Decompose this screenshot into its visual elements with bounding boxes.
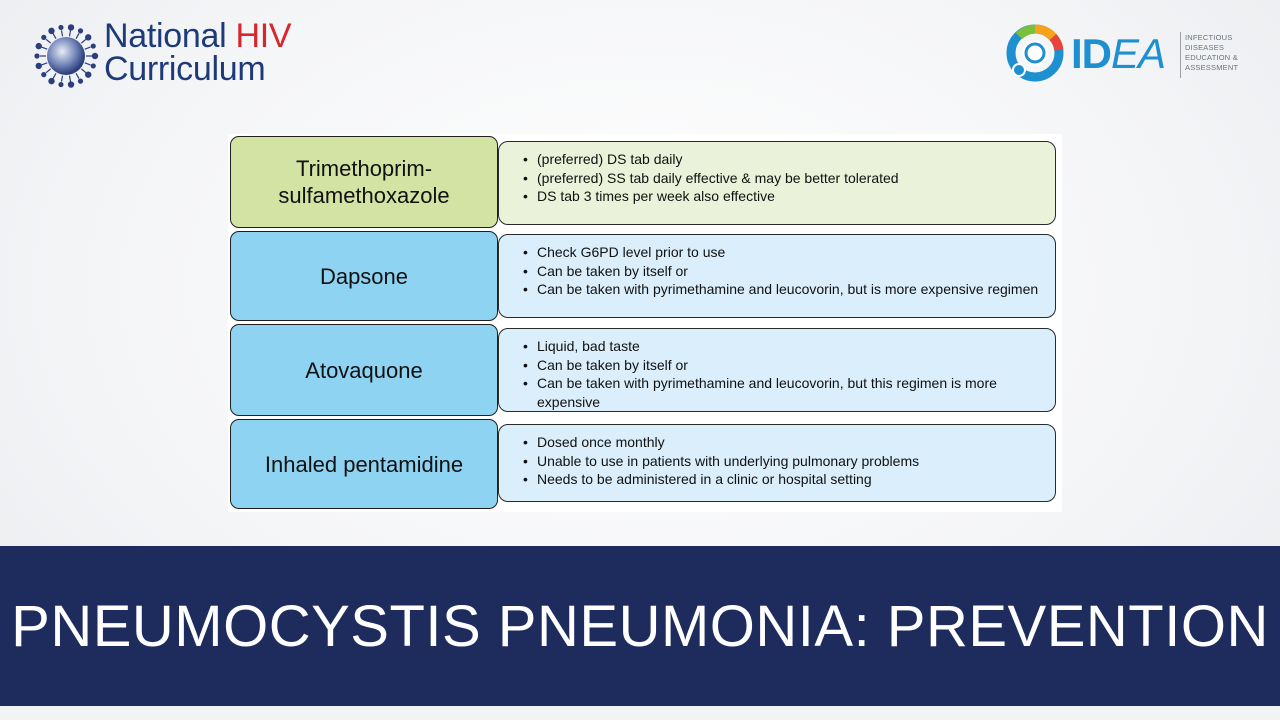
- note-item: • Unable to use in patients with underlying pulmonary problems: [523, 452, 920, 469]
- note-item: • (preferred) SS tab daily effective & may be better tolerated: [523, 169, 899, 186]
- note-text: Dosed once monthly: [537, 434, 665, 450]
- nhc-word-national: National: [104, 17, 236, 55]
- nhc-dot: [58, 25, 63, 30]
- regimen-row: [228, 231, 1062, 321]
- nhc-word-hiv: HIV: [235, 17, 292, 55]
- note-text: Can be taken by itself or: [537, 262, 688, 279]
- note-item: • Can be taken by itself or: [523, 356, 688, 373]
- note-text: Unable to use in patients with underlying pulmonary problems: [537, 452, 920, 469]
- nhc-dot: [68, 81, 74, 87]
- regimen-notes: [498, 234, 1056, 318]
- nhc-spoke: [46, 39, 51, 43]
- nhc-dot: [36, 63, 42, 69]
- regimen-name: Inhaled pentamidine: [230, 419, 498, 509]
- note-text: (preferred) SS tab daily effective & may be better tolerated: [537, 169, 899, 186]
- idea-subtitle-line: ASSESSMENT: [1185, 63, 1239, 72]
- note-text: Liquid, bad taste: [537, 338, 640, 354]
- footer-strip: [0, 706, 1280, 720]
- note-item: • Can be taken with pyrimethamine and leucovorin, but is more expensive regimen: [523, 281, 1039, 297]
- note-item: • Can be taken with pyrimethamine and leucovorin, but this regimen is more expensive: [523, 375, 997, 410]
- nhc-spoke: [76, 33, 79, 38]
- note-item: • Liquid, bad taste: [523, 338, 640, 354]
- note-text: Can be taken by itself or: [537, 356, 688, 373]
- nhc-spoke: [61, 76, 62, 82]
- note-text: (preferred) DS tab daily: [537, 151, 683, 167]
- nhc-spoke: [53, 73, 56, 78]
- nhc-dot: [92, 53, 98, 59]
- nhc-spoke: [69, 30, 70, 36]
- nhc-spoke: [69, 76, 70, 82]
- idea-subtitle-line: INFECTIOUS: [1185, 33, 1233, 42]
- nhc-dot: [41, 72, 46, 77]
- regimen-row: [228, 136, 1062, 228]
- idea-ring-icon: [1005, 20, 1071, 86]
- note-item: • Check G6PD level prior to use: [523, 244, 726, 260]
- nhc-spoke: [46, 69, 51, 73]
- nhc-dot: [91, 43, 96, 48]
- note-item: • Can be taken by itself or: [523, 262, 688, 279]
- regimen-name: Dapsone: [230, 231, 498, 321]
- idea-subtitle-line: DISEASES: [1185, 43, 1225, 52]
- nhc-spoke: [81, 69, 86, 73]
- nhc-wordmark: [104, 17, 292, 88]
- slide-title: PNEUMOCYSTIS PNEUMONIA: PREVENTION: [11, 593, 1269, 659]
- idea-subtitle-line: EDUCATION &: [1185, 53, 1238, 62]
- title-banner: [0, 546, 1280, 706]
- note-item: • Dosed once monthly: [523, 434, 665, 450]
- regimen-name: Atovaquone: [230, 324, 498, 416]
- national-hiv-curriculum-logo: [30, 18, 330, 88]
- nhc-dot: [48, 78, 54, 84]
- note-item: • Needs to be administered in a clinic or hospital setting: [523, 471, 872, 487]
- note-text: Can be taken with pyrimethamine and leucovorin, but this regimen is more expensive: [537, 375, 997, 410]
- note-item: • (preferred) DS tab daily: [523, 151, 683, 167]
- note-text: Can be taken with pyrimethamine and leucovorin, but is more expensive regimen: [537, 281, 1039, 297]
- nhc-spoke: [85, 63, 91, 65]
- note-text: Check G6PD level prior to use: [537, 244, 726, 260]
- nhc-dot: [34, 53, 39, 58]
- idea-subtitle: [1185, 33, 1238, 73]
- nhc-spoke: [53, 33, 56, 38]
- nhc-dot: [41, 35, 46, 40]
- note-item: • DS tab 3 times per week also effective: [523, 188, 775, 204]
- nhc-spoke: [81, 39, 86, 43]
- idea-wordmark: [1071, 32, 1165, 76]
- nhc-dot: [58, 82, 63, 87]
- nhc-globe-icon: [30, 20, 102, 92]
- nhc-spoke: [42, 63, 48, 65]
- regimen-row: [228, 324, 1062, 416]
- note-text: Needs to be administered in a clinic or hospital setting: [537, 471, 872, 487]
- regimen-row: [228, 419, 1062, 509]
- nhc-spoke: [76, 73, 79, 78]
- idea-logo: [1005, 20, 1255, 86]
- regimen-notes: [498, 328, 1056, 412]
- nhc-dot: [48, 28, 54, 34]
- nhc-dot: [36, 43, 42, 49]
- nhc-dot: [78, 79, 83, 84]
- nhc-spoke: [42, 47, 48, 49]
- regimen-name: Trimethoprim- sulfamethoxazole: [230, 136, 498, 228]
- idea-word-id: ID: [1071, 30, 1111, 77]
- nhc-dot: [91, 63, 96, 68]
- nhc-spoke: [61, 30, 62, 36]
- nhc-dot: [78, 28, 83, 33]
- note-text: DS tab 3 times per week also effective: [537, 188, 775, 204]
- regimen-notes: [498, 424, 1056, 502]
- nhc-dot: [68, 24, 74, 30]
- regimen-table: [228, 134, 1062, 512]
- idea-word-ea: EA: [1111, 30, 1166, 77]
- nhc-spoke: [85, 47, 91, 49]
- regimen-notes: [498, 141, 1056, 225]
- nhc-word-curriculum: Curriculum: [104, 50, 266, 88]
- idea-divider: [1180, 32, 1181, 78]
